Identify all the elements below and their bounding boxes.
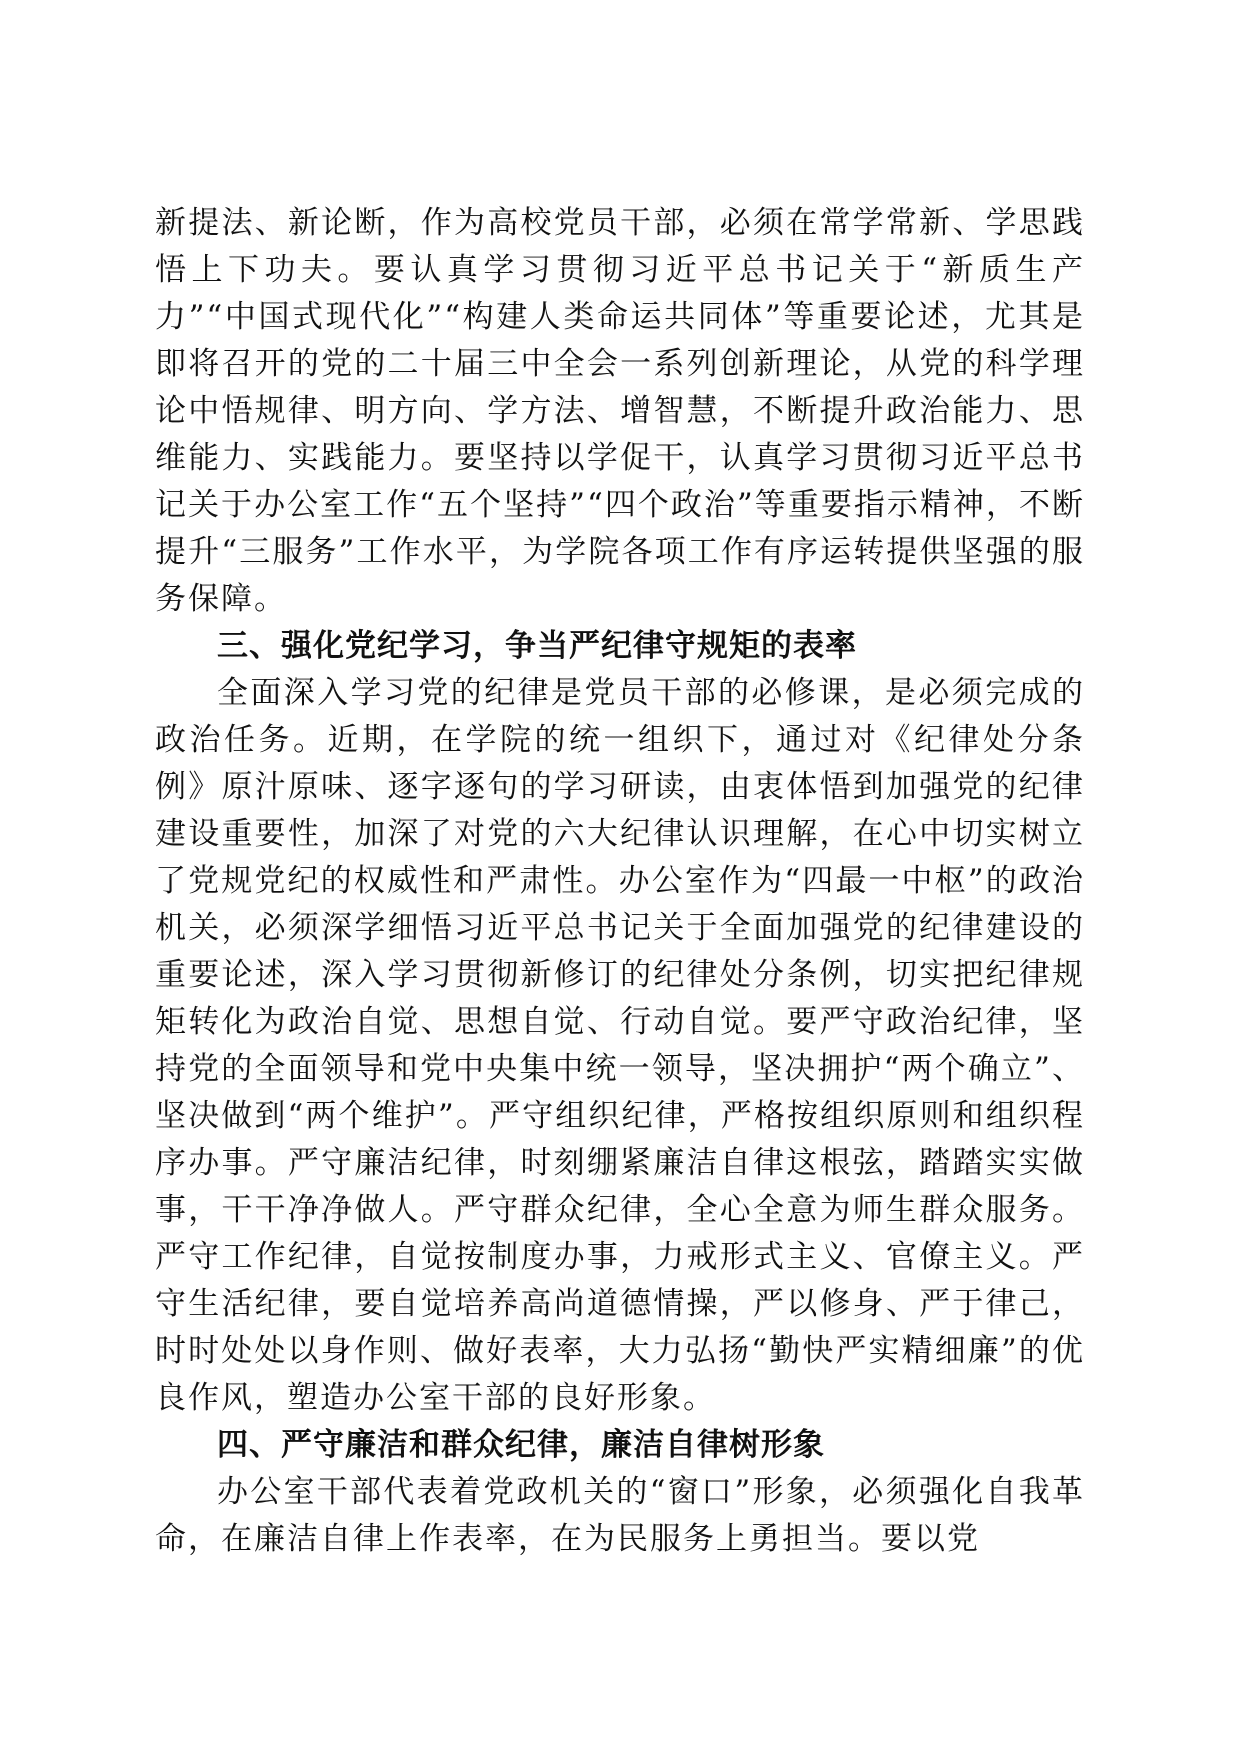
body-paragraph: 全面深入学习党的纪律是党员干部的必修课，是必须完成的政治任务。近期，在学院的统一组织下，通过对《纪律处分条例》原汁原味、逐字逐句的学习研读，由衷体悟到加强党的纪律建设重要性，加深了对党的六大纪律认识理解，在心中切实树立了党规党纪的权威性和严肃性。办公室作为“四最一中枢”的政治机关，必须深学细悟习近平总书记关于全面加强党的纪律建设的重要论述，深入学习贯彻新修订的纪律处分条例，切实把纪律规矩转化为政治自觉、思想自觉、行动自觉。要严守政治纪律，坚持党的全面领导和党中央集中统一领导，坚决拥护“两个确立”、坚决做到“两个维护”。严守组织纪律，严格按组织原则和组织程序办事。严守廉洁纪律，时刻绷紧廉洁自律这根弦，踏踏实实做事，干干净净做人。严守群众纪律，全心全意为师生群众服务。严守工作纪律，自觉按制度办事，力戒形式主义、官僚主义。严守生活纪律，要自觉培养高尚道德情操，严以修身、严于律己，时时处处以身作则、做好表率，大力弘扬“勤快严实精细廉”的优良作风，塑造办公室干部的良好形象。 [155,675,1085,1416]
body-paragraph: 新提法、新论断，作为高校党员干部，必须在常学常新、学思践悟上下功夫。要认真学习贯彻习近平总书记关于“新质生产力”“中国式现代化”“构建人类命运共同体”等重要论述，尤其是即将召开的党的二十届三中全会一系列创新理论，从党的科学理论中悟规律、明方向、学方法、增智慧，不断提升政治能力、思维能力、实践能力。要坚持以学促干，认真学习贯彻习近平总书记关于办公室工作“五个坚持”“四个政治”等重要指示精神，不断提升“三服务”工作水平，为学院各项工作有序运转提供坚强的服务保障。 [155,205,1085,617]
document-body [155,200,1085,1563]
section-heading: 四、严守廉洁和群众纪律，廉洁自律树形象 [217,1427,825,1463]
section-heading: 三、强化党纪学习，争当严纪律守规矩的表率 [217,628,857,664]
body-paragraph: 办公室干部代表着党政机关的“窗口”形象，必须强化自我革命，在廉洁自律上作表率，在为民服务上勇担当。要以党 [155,1474,1085,1557]
